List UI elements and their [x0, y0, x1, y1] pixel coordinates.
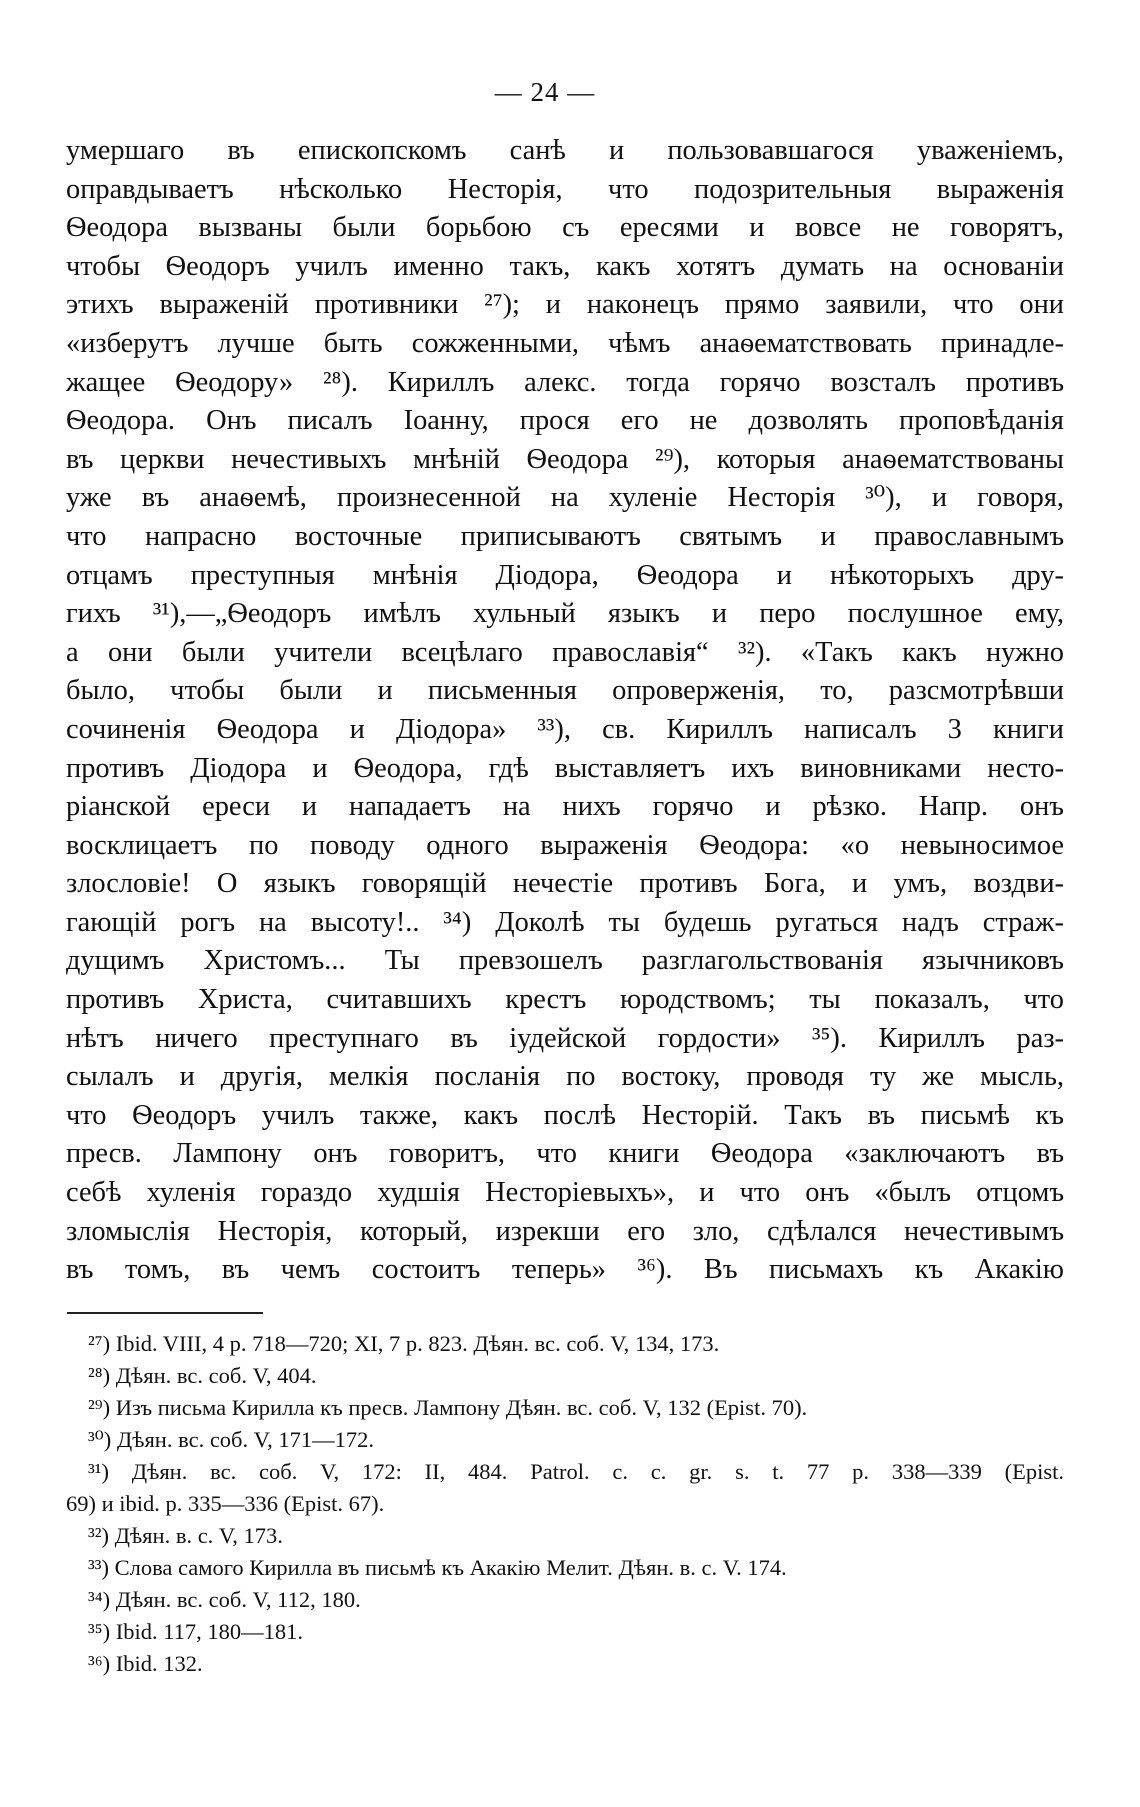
body-line: жащее Ѳеодору» ²⁸). Кириллъ алекс. тогда горячо возсталъ противъ: [66, 366, 1064, 398]
body-line: чтобы Ѳеодоръ училъ именно такъ, какъ хотятъ думать на основаніи: [66, 250, 1064, 282]
body-line: этихъ выраженій противники ²⁷); и наконецъ прямо заявили, что они: [66, 289, 1064, 321]
body-line: себѣ хуленія гораздо худшія Несторіевыхъ», и что онъ «былъ отцомъ: [66, 1177, 1064, 1209]
body-line: а они были учители всецѣлаго православія“ ³²). «Такъ какъ нужно: [66, 636, 1064, 668]
body-line: Ѳеодора вызваны были борьбою съ ересями и вовсе не говорятъ,: [66, 212, 1064, 244]
body-line: въ томъ, въ чемъ состоитъ теперь» ³⁶). Въ письмахъ къ Акакію: [66, 1254, 1064, 1286]
body-line: зломыслія Несторія, который, изрекши его зло, сдѣлался нечестивымъ: [66, 1215, 1064, 1247]
body-line: пресв. Лампону онъ говоритъ, что книги Ѳеодора «заключаютъ въ: [66, 1138, 1064, 1170]
body-line: гающій рогъ на высоту!.. ³⁴) Доколѣ ты будешь ругаться надъ страж-: [66, 906, 1064, 938]
body-line: уже въ анаѳемѣ, произнесенной на хуленіе Несторія ³⁰), и говоря,: [66, 482, 1064, 514]
footnote: ²⁸) Дѣян. вс. соб. V, 404.: [88, 1362, 317, 1388]
body-line: Ѳеодора. Онъ писалъ Іоанну, прося его не дозволять проповѣданія: [66, 405, 1064, 437]
footnote: ³⁰) Дѣян. вс. соб. V, 171—172.: [88, 1426, 374, 1452]
body-line: въ церкви нечестивыхъ мнѣній Ѳеодора ²⁹), которыя анаѳематствованы: [66, 443, 1064, 475]
body-line: «изберутъ лучше быть сожженными, чѣмъ анаѳематствовать принадле-: [66, 327, 1064, 359]
body-line: было, чтобы были и письменныя опроверженія, то, разсмотрѣвши: [66, 675, 1064, 707]
footnote-divider: [67, 1312, 263, 1314]
body-line: что напрасно восточные приписываютъ святымъ и православнымъ: [66, 520, 1064, 552]
body-line: дущимъ Христомъ... Ты превзошелъ разглагольствованія язычниковъ: [66, 945, 1064, 977]
body-line: злословіе! О языкъ говорящій нечестіе противъ Бога, и умъ, воздви-: [66, 868, 1064, 900]
body-text: [66, 132, 1064, 1290]
footnote: ²⁹) Изъ письма Кирилла къ пресв. Лампону Дѣян. вс. соб. V, 132 (Epist. 70).: [88, 1394, 808, 1420]
page-number: — 24 —: [494, 77, 596, 107]
body-line: сылалъ и другія, мелкія посланія по востоку, проводя ту же мысль,: [66, 1061, 1064, 1093]
footnote-continuation: 69) и ibid. p. 335—336 (Epist. 67).: [66, 1490, 385, 1516]
footnote: ³²) Дѣян. в. с. V, 173.: [88, 1522, 283, 1548]
body-line: нѣтъ ничего преступнаго въ іудейской гордости» ³⁵). Кириллъ раз-: [66, 1022, 1064, 1054]
body-line: отцамъ преступныя мнѣнія Діодора, Ѳеодора и нѣкоторыхъ дру-: [66, 559, 1064, 591]
footnote: ³¹) Дѣян. вс. соб. V, 172: II, 484. Patrol. c. c. gr. s. t. 77 p. 338—339 (Epist.: [88, 1458, 1064, 1484]
footnote: ³⁶) Ibid. 132.: [88, 1650, 203, 1676]
page: [66, 72, 1064, 1680]
body-line: гихъ ³¹),—„Ѳеодоръ имѣлъ хульный языкъ и перо послушное ему,: [66, 598, 1064, 630]
body-line: сочиненія Ѳеодора и Діодора» ³³), св. Кириллъ написалъ 3 книги: [66, 713, 1064, 745]
footnote: ²⁷) Ibid. VIII, 4 p. 718—720; XI, 7 p. 823. Дѣян. вс. соб. V, 134, 173.: [88, 1330, 720, 1356]
body-line: умершаго въ епископскомъ санѣ и пользовавшагося уваженіемъ,: [66, 135, 1064, 166]
footnote: ³⁵) Ibid. 117, 180—181.: [88, 1618, 303, 1644]
body-line: восклицаетъ по поводу одного выраженія Ѳеодора: «о невыносимое: [66, 829, 1064, 861]
body-line: что Ѳеодоръ училъ также, какъ послѣ Несторій. Такъ въ письмѣ къ: [66, 1099, 1064, 1131]
body-line: противъ Діодора и Ѳеодора, гдѣ выставляетъ ихъ виновниками несто-: [66, 752, 1064, 784]
footnotes: [66, 1328, 1064, 1680]
body-line: ріанской ереси и нападаетъ на нихъ горячо и рѣзко. Напр. онъ: [66, 791, 1064, 823]
body-line: оправдываетъ нѣсколько Несторія, что подозрительныя выраженія: [66, 173, 1064, 205]
body-line: противъ Христа, считавшихъ крестъ юродствомъ; ты показалъ, что: [66, 984, 1064, 1016]
footnote: ³³) Слова самого Кирилла въ письмѣ къ Акакію Мелит. Дѣян. в. с. V. 174.: [88, 1554, 787, 1580]
footnote: ³⁴) Дѣян. вс. соб. V, 112, 180.: [88, 1586, 361, 1612]
